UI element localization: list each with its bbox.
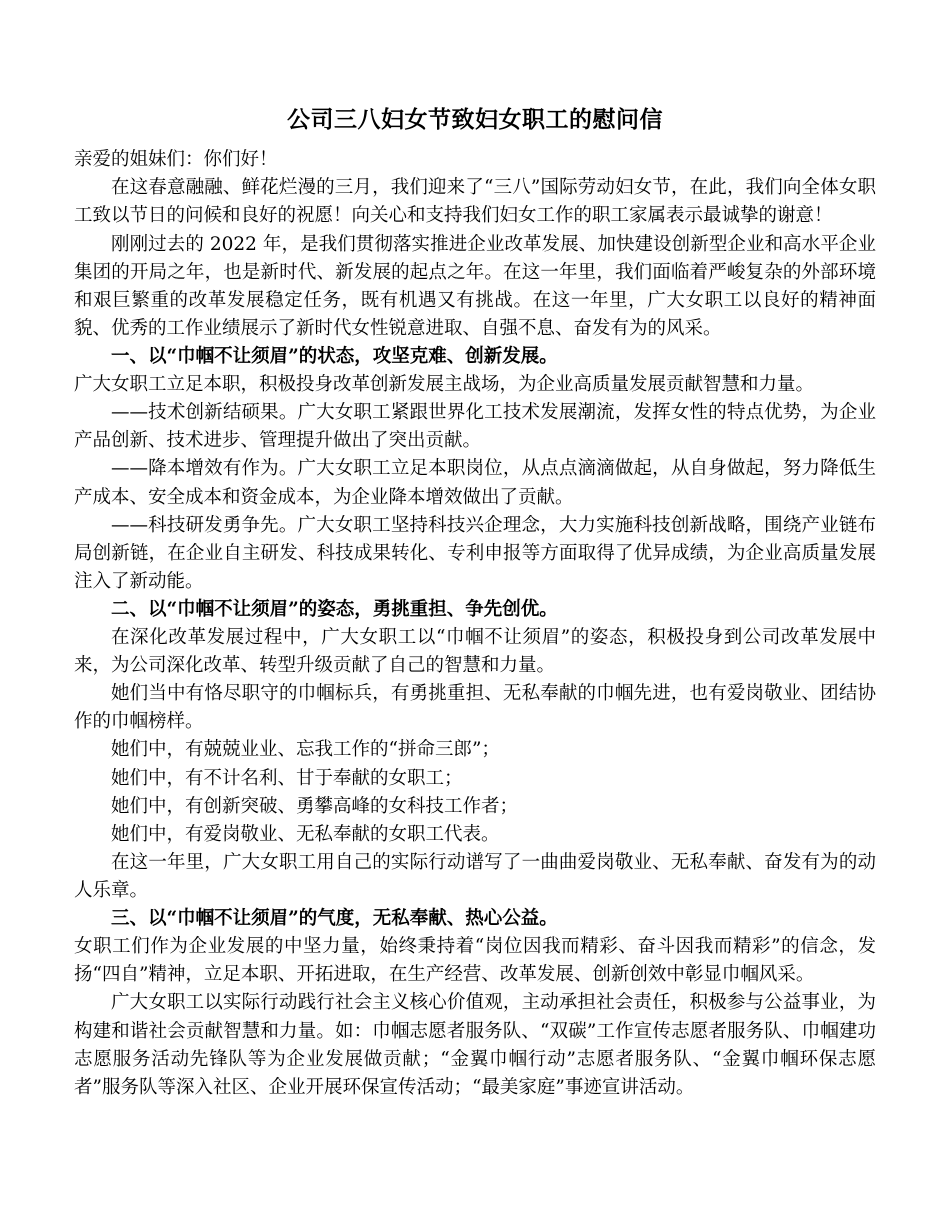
paragraph-salutation: 亲爱的姐妹们：你们好！ xyxy=(74,149,278,171)
paragraph-section-three-body: 广大女职工以实际行动践行社会主义核心价值观，主动承担社会责任，积极参与公益事业，为构建和谐社会贡献智慧和力量。如：巾帼志愿者服务队、“双碳”工作宣传志愿者服务队、巾帼建功志愿服务活动先锋队等为企业发展做贡献；“金翼巾帼行动”志愿者服务队、“金翼巾帼环保志愿者”服务队等深入社区、企业开展环保宣传活动；“最美家庭”事迹宣讲活动。 xyxy=(74,992,876,1098)
paragraph-section-one-item-1: ——技术创新结硕果。广大女职工紧跟世界化工技术发展潮流，发挥女性的特点优势，为企业产品创新、技术进步、管理提升做出了突出贡献。 xyxy=(74,402,876,452)
page-title: 公司三八妇女节致妇女职工的慰问信 xyxy=(287,106,663,133)
paragraph-section-one-intro: 广大女职工立足本职，积极投身改革创新发展主战场，为企业高质量发展贡献智慧和力量。 xyxy=(74,374,815,396)
paragraph-section-two-body: 她们当中有恪尽职守的巾帼标兵，有勇挑重担、无私奉献的巾帼先进，也有爱岗敬业、团结协作的巾帼榜样。 xyxy=(74,683,876,733)
list-item-section-two-3: 她们中，有创新突破、勇攀高峰的女科技工作者； xyxy=(111,795,519,817)
paragraph-section-three-intro: 女职工们作为企业发展的中坚力量，始终秉持着“岗位因我而精彩、奋斗因我而精彩”的信念，发扬“四自”精神，立足本职、开拓进取，在生产经营、改革发展、创新创效中彰显巾帼风采。 xyxy=(74,936,876,986)
paragraph-section-two-intro: 在深化改革发展过程中，广大女职工以“巾帼不让须眉”的姿态，积极投身到公司改革发展中来，为公司深化改革、转型升级贡献了自己的智慧和力量。 xyxy=(74,627,876,677)
paragraph-greeting: 在这春意融融、鲜花烂漫的三月，我们迎来了“三八”国际劳动妇女节，在此，我们向全体女职工致以节日的问候和良好的祝愿！向关心和支持我们妇女工作的职工家属表示最诚挚的谢意！ xyxy=(74,177,876,227)
list-item-section-two-2: 她们中，有不计名利、甘于奉献的女职工； xyxy=(111,767,463,789)
paragraph-section-two-closing: 在这一年里，广大女职工用自己的实际行动谱写了一曲曲爱岗敬业、无私奉献、奋发有为的动人乐章。 xyxy=(74,851,876,902)
heading-section-two: 二、以“巾帼不让须眉”的姿态，勇挑重担、争先创优。 xyxy=(111,598,558,620)
list-item-section-two-4: 她们中，有爱岗敬业、无私奉献的女职工代表。 xyxy=(111,823,500,845)
paragraph-section-one-item-2: ——降本增效有作为。广大女职工立足本职岗位，从点点滴滴做起，从自身做起，努力降低生产成本、安全成本和资金成本，为企业降本增效做出了贡献。 xyxy=(74,458,876,508)
paragraph-section-one-item-3: ——科技研发勇争先。广大女职工坚持科技兴企理念，大力实施科技创新战略，围绕产业链布局创新链，在企业自主研发、科技成果转化、专利申报等方面取得了优异成绩，为企业高质量发展注入了新动能。 xyxy=(74,514,876,592)
list-item-section-two-1: 她们中，有兢兢业业、忘我工作的“拼命三郎”； xyxy=(111,739,500,761)
paragraph-review-2022: 刚刚过去的 2022 年，是我们贯彻落实推进企业改革发展、加快建设创新型企业和高水平企业集团的开局之年，也是新时代、新发展的起点之年。在这一年里，我们面临着严峻复杂的外部环境和艰巨繁重的改革发展稳定任务，既有机遇又有挑战。在这一年里，广大女职工以良好的精神面貌、优秀的工作业绩展示了新时代女性锐意进取、自强不息、奋发有为的风采。 xyxy=(74,233,876,339)
heading-section-three: 三、以“巾帼不让须眉”的气度，无私奉献、热心公益。 xyxy=(111,908,558,930)
heading-section-one: 一、以“巾帼不让须眉”的状态，攻坚克难、创新发展。 xyxy=(111,345,558,367)
